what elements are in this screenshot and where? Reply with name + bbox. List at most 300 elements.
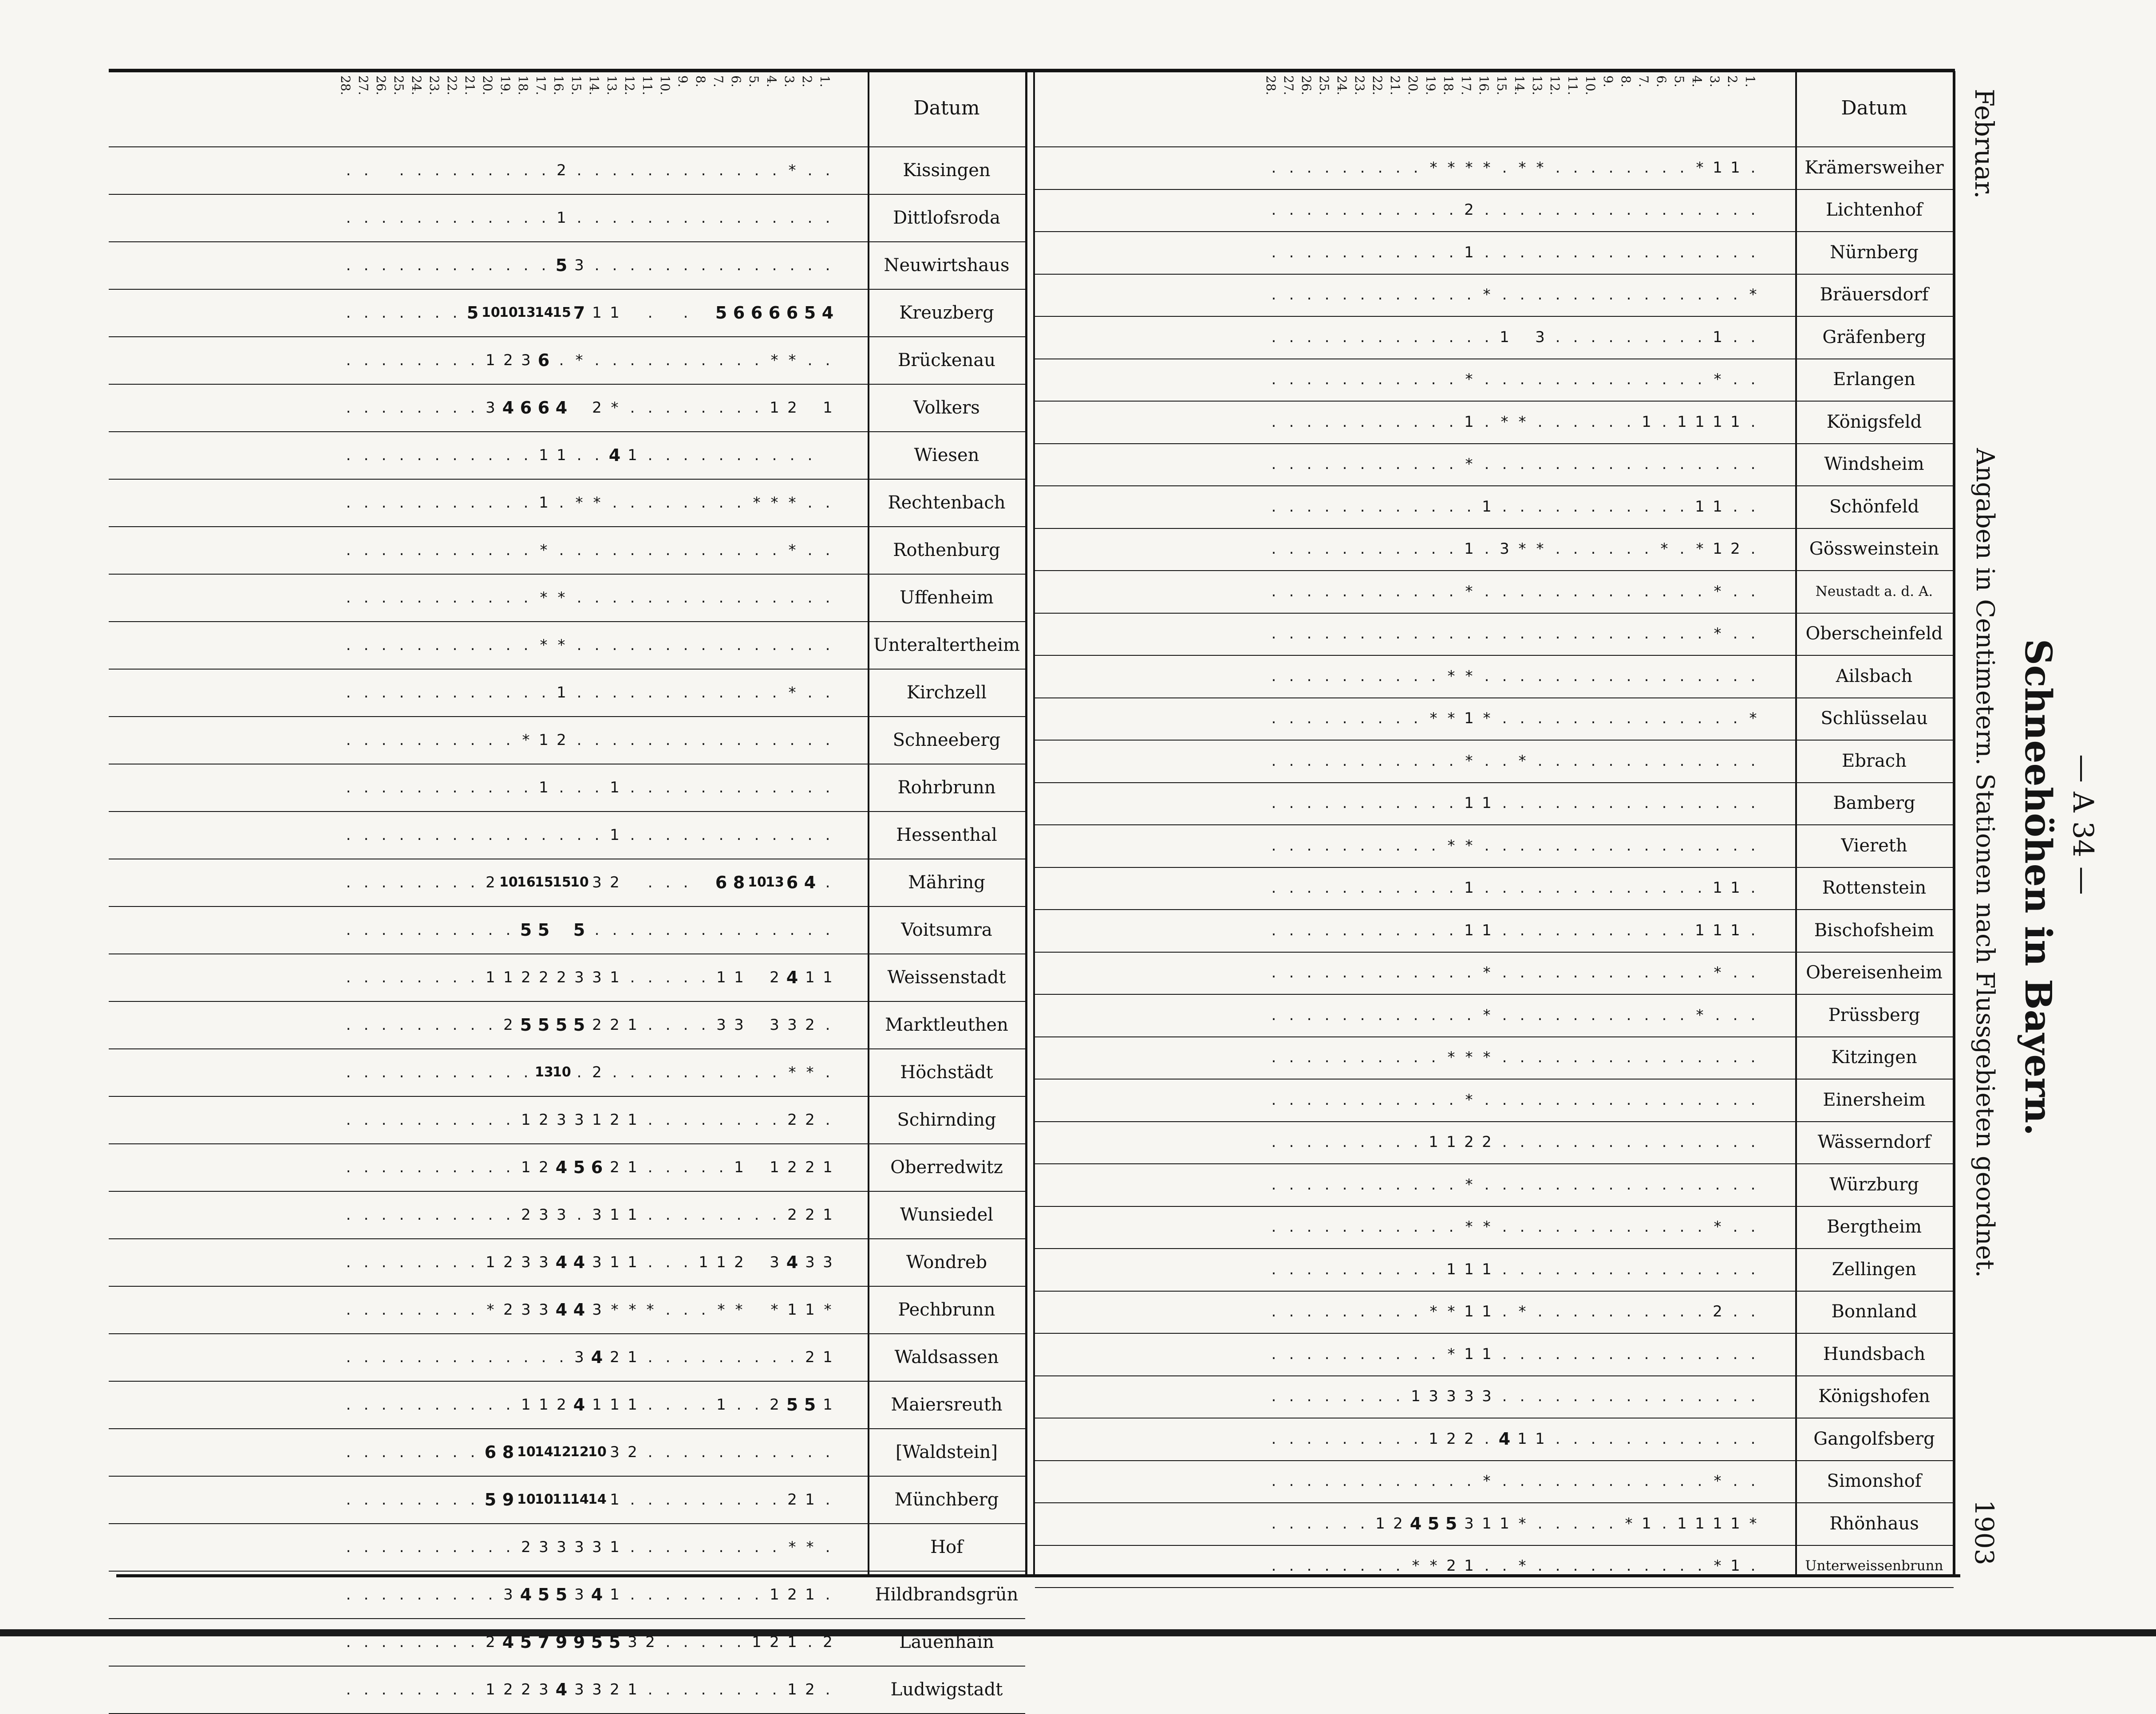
value-cell: 1	[628, 1158, 637, 1176]
day-header-label: 18.	[1441, 75, 1456, 95]
value-cell: *	[1518, 413, 1526, 431]
value-cell: .	[1591, 667, 1596, 685]
value-cell: 9	[555, 1632, 568, 1652]
value-cell: .	[1378, 709, 1383, 728]
value-cell: .	[1484, 1557, 1489, 1575]
value-cell: .	[346, 351, 351, 369]
value-cell: 1	[628, 446, 637, 464]
value-cell: .	[1395, 836, 1401, 855]
value-cell: .	[825, 351, 830, 369]
value-cell: .	[719, 1206, 724, 1224]
value-cell: .	[363, 1158, 369, 1176]
value-cell: .	[1750, 1472, 1756, 1490]
value-cell: .	[1413, 836, 1418, 855]
value-cell: .	[381, 683, 387, 701]
value-cell: .	[683, 873, 688, 891]
value-cell: .	[1449, 286, 1454, 304]
value-cell: .	[346, 493, 351, 512]
value-cell: 14	[588, 1492, 607, 1507]
value-cell: .	[1360, 413, 1365, 431]
value-cell: .	[1342, 286, 1347, 304]
value-cell: .	[648, 1585, 653, 1604]
value-cell: .	[1537, 709, 1543, 728]
value-cell: .	[1413, 1091, 1418, 1109]
value-cell: *	[1518, 1557, 1526, 1575]
value-cell: .	[1608, 794, 1614, 812]
value-cell: .	[381, 209, 387, 227]
value-cell: .	[1324, 1091, 1330, 1109]
value-cell: 9	[502, 1489, 514, 1509]
value-cell: .	[1342, 455, 1347, 473]
value-cell: .	[434, 683, 440, 701]
value-cell: .	[1271, 582, 1276, 600]
table-row	[340, 1333, 837, 1381]
value-cell: *	[1518, 540, 1526, 558]
value-cell: .	[772, 636, 777, 654]
value-cell: .	[470, 351, 475, 369]
day-header-label: 25.	[1317, 75, 1331, 95]
value-cell: .	[1289, 1006, 1294, 1024]
value-cell: .	[1608, 1430, 1614, 1448]
station-name: Schneeberg	[892, 729, 1001, 750]
value-cell: 1	[716, 968, 726, 986]
value-cell: 4	[786, 1252, 798, 1272]
value-cell: .	[1555, 1260, 1560, 1278]
value-cell: .	[665, 588, 671, 607]
value-cell: .	[736, 683, 742, 701]
value-cell: .	[790, 446, 795, 464]
value-cell: .	[1626, 1557, 1631, 1575]
value-cell: .	[1679, 243, 1685, 261]
value-cell: .	[1608, 1260, 1614, 1278]
value-cell: .	[1449, 921, 1454, 939]
value-cell: .	[577, 826, 582, 844]
value-cell: .	[1573, 1133, 1578, 1151]
value-cell: .	[1662, 1218, 1667, 1236]
value-cell: .	[754, 588, 759, 607]
value-cell: .	[665, 968, 671, 986]
value-cell: .	[772, 541, 777, 559]
value-cell: .	[470, 398, 475, 417]
value-cell: 1	[823, 1348, 833, 1366]
value-cell: .	[523, 446, 529, 464]
value-cell: .	[1644, 1048, 1649, 1067]
value-cell: .	[719, 1348, 724, 1366]
value-cell: .	[1307, 243, 1312, 261]
value-cell: .	[1413, 158, 1418, 177]
value-cell: 3	[770, 1253, 779, 1271]
value-cell: .	[665, 1016, 671, 1034]
value-cell: 1	[770, 1585, 779, 1604]
value-cell: .	[1555, 794, 1560, 812]
value-cell: .	[1307, 964, 1312, 982]
value-cell: .	[1750, 879, 1756, 897]
value-cell: 2	[787, 1206, 797, 1224]
value-cell: .	[772, 731, 777, 749]
day-header	[393, 75, 411, 138]
value-cell: .	[346, 1063, 351, 1081]
value-cell: .	[1431, 540, 1436, 558]
value-cell: .	[1502, 1133, 1507, 1151]
day-header-label: 26.	[374, 75, 388, 95]
value-cell: .	[1307, 879, 1312, 897]
value-cell: *	[557, 636, 565, 654]
day-header	[1460, 75, 1478, 138]
value-cell: .	[346, 1158, 351, 1176]
row-rule	[1035, 1545, 1954, 1546]
value-cell: .	[754, 209, 759, 227]
value-cell: 1	[1464, 1260, 1474, 1278]
value-cell: .	[1573, 625, 1578, 643]
value-cell: .	[1573, 286, 1578, 304]
value-cell: .	[541, 256, 546, 274]
value-cell: .	[1449, 1006, 1454, 1024]
value-cell: .	[470, 826, 475, 844]
value-cell: .	[683, 1633, 688, 1651]
value-cell: .	[434, 1158, 440, 1176]
value-cell: .	[665, 1538, 671, 1556]
value-cell: 3	[539, 1253, 549, 1271]
value-cell: 4	[1410, 1513, 1422, 1533]
day-header-label: 28.	[338, 75, 353, 95]
day-header-label: 15.	[1494, 75, 1509, 95]
value-cell: *	[1518, 1514, 1526, 1533]
value-cell: 1	[1375, 1514, 1385, 1533]
value-cell: .	[665, 161, 671, 179]
value-cell: 1	[1713, 413, 1722, 431]
value-cell: .	[736, 1538, 742, 1556]
value-cell: .	[1679, 625, 1685, 643]
row-rule	[1035, 485, 1954, 486]
row-rule	[109, 621, 1025, 622]
table-row	[340, 479, 837, 526]
value-cell: .	[807, 256, 813, 274]
value-cell: .	[1644, 328, 1649, 346]
value-cell: .	[1342, 582, 1347, 600]
value-cell: 2	[805, 1348, 815, 1366]
value-cell: 2	[610, 1111, 620, 1129]
value-cell: .	[1395, 413, 1401, 431]
value-cell: .	[452, 1395, 458, 1414]
value-cell: .	[1484, 201, 1489, 219]
value-cell: .	[523, 636, 529, 654]
value-cell: .	[807, 493, 813, 512]
value-cell: *	[1714, 625, 1722, 643]
value-cell: .	[630, 1490, 635, 1509]
value-cell: 2	[486, 1633, 495, 1651]
value-cell: .	[559, 778, 564, 796]
value-cell: .	[1342, 836, 1347, 855]
value-cell: 5	[608, 1632, 621, 1652]
value-cell: .	[683, 683, 688, 701]
value-cell: .	[488, 446, 493, 464]
value-cell: .	[1449, 582, 1454, 600]
table-row	[340, 1286, 837, 1333]
value-cell: .	[1360, 1048, 1365, 1067]
value-cell: .	[381, 1300, 387, 1319]
value-cell: .	[1573, 1514, 1578, 1533]
value-cell: .	[1395, 625, 1401, 643]
day-header	[1673, 75, 1691, 138]
value-cell: .	[665, 209, 671, 227]
station-name: Waldsassen	[894, 1347, 999, 1367]
value-cell: .	[1431, 286, 1436, 304]
row-rule	[1035, 528, 1954, 529]
value-cell: .	[1608, 625, 1614, 643]
value-cell: .	[1520, 497, 1525, 516]
value-cell: .	[1271, 1133, 1276, 1151]
value-cell: .	[577, 636, 582, 654]
value-cell: .	[1626, 879, 1631, 897]
value-cell: .	[1378, 964, 1383, 982]
value-cell: .	[1502, 1557, 1507, 1575]
value-cell: .	[701, 683, 706, 701]
table-row	[1265, 1121, 1762, 1164]
value-cell: *	[593, 493, 601, 512]
value-cell: .	[1608, 1303, 1614, 1321]
day-header	[1655, 75, 1673, 138]
value-cell: .	[470, 588, 475, 607]
value-cell: 1	[557, 209, 566, 227]
value-cell: .	[630, 588, 635, 607]
value-cell: .	[1644, 1175, 1649, 1194]
value-cell: .	[1502, 752, 1507, 770]
value-cell: *	[540, 636, 548, 654]
value-cell: 1	[486, 1680, 495, 1698]
value-cell: .	[736, 1111, 742, 1129]
value-cell: .	[772, 446, 777, 464]
value-cell: .	[1395, 1133, 1401, 1151]
value-cell: .	[1626, 1133, 1631, 1151]
value-cell: *	[788, 683, 796, 701]
value-cell: .	[1608, 1345, 1614, 1363]
value-cell: .	[1342, 921, 1347, 939]
value-cell: .	[736, 636, 742, 654]
value-cell: 1	[1713, 540, 1722, 558]
value-cell: .	[807, 161, 813, 179]
value-cell: 3	[574, 968, 584, 986]
value-cell: .	[1431, 1048, 1436, 1067]
value-cell: 1	[592, 1395, 602, 1414]
value-cell: .	[1608, 1514, 1614, 1533]
value-cell: .	[1555, 201, 1560, 219]
value-cell: .	[1378, 1557, 1383, 1575]
value-cell: .	[1697, 752, 1702, 770]
value-cell: .	[1697, 201, 1702, 219]
value-cell: .	[594, 161, 600, 179]
value-cell: .	[417, 1680, 422, 1698]
day-header	[1496, 75, 1513, 138]
value-cell: .	[825, 1680, 830, 1698]
row-rule	[109, 811, 1025, 812]
value-cell: .	[1537, 413, 1543, 431]
value-cell: .	[417, 351, 422, 369]
value-cell: .	[452, 1585, 458, 1604]
value-cell: *	[540, 588, 548, 607]
value-cell: .	[1679, 794, 1685, 812]
day-header-label: 28.	[1264, 75, 1278, 95]
value-cell: .	[1378, 158, 1383, 177]
value-cell: .	[1324, 836, 1330, 855]
value-cell: .	[1697, 1557, 1702, 1575]
value-cell: 3	[592, 1206, 602, 1224]
value-cell: .	[505, 778, 511, 796]
day-header-label: 26.	[1299, 75, 1314, 95]
station-name: Oberscheinfeld	[1805, 623, 1943, 644]
value-cell: .	[577, 1206, 582, 1224]
value-cell: .	[363, 731, 369, 749]
value-cell: .	[505, 683, 511, 701]
value-cell: .	[1573, 1091, 1578, 1109]
value-cell: 1	[787, 1300, 797, 1319]
value-cell: .	[434, 636, 440, 654]
day-header-label: 15.	[569, 75, 584, 95]
value-cell: 2	[503, 1300, 513, 1319]
value-cell: .	[790, 1348, 795, 1366]
value-cell: .	[1662, 158, 1667, 177]
value-cell: .	[1324, 667, 1330, 685]
value-cell: .	[807, 541, 813, 559]
value-cell: .	[1271, 709, 1276, 728]
value-cell: .	[1591, 625, 1596, 643]
value-cell: .	[683, 636, 688, 654]
value-cell: .	[665, 541, 671, 559]
station-name: Hessenthal	[896, 824, 997, 845]
value-cell: .	[381, 826, 387, 844]
value-cell: .	[1626, 158, 1631, 177]
row-rule	[109, 1143, 1025, 1144]
value-cell: .	[1733, 1303, 1738, 1321]
row-rule	[109, 336, 1025, 337]
day-header	[624, 75, 641, 138]
station-name: Ailsbach	[1836, 666, 1913, 686]
value-cell: .	[683, 778, 688, 796]
value-cell: .	[1537, 1260, 1543, 1278]
station-name: Münchberg	[894, 1489, 999, 1510]
value-cell: .	[612, 683, 617, 701]
value-cell: .	[346, 161, 351, 179]
value-cell: .	[772, 161, 777, 179]
value-cell: 1	[716, 1395, 726, 1414]
value-cell: .	[736, 778, 742, 796]
value-cell: 1	[1713, 921, 1722, 939]
value-cell: .	[346, 636, 351, 654]
value-cell: 3	[503, 1585, 513, 1604]
value-cell: .	[452, 256, 458, 274]
table-row	[1265, 697, 1762, 740]
value-cell: .	[701, 588, 706, 607]
value-cell: .	[470, 636, 475, 654]
value-cell: .	[1537, 921, 1543, 939]
value-cell: .	[417, 1253, 422, 1271]
table-row	[340, 336, 837, 384]
value-cell: .	[754, 256, 759, 274]
value-cell: .	[1679, 286, 1685, 304]
value-cell: .	[1431, 1091, 1436, 1109]
value-cell: 1	[1482, 794, 1492, 812]
value-cell: .	[1662, 921, 1667, 939]
value-cell: .	[417, 683, 422, 701]
value-cell: .	[523, 209, 529, 227]
value-cell: .	[701, 1206, 706, 1224]
value-cell: 1	[610, 1395, 620, 1414]
row-rule	[109, 1096, 1025, 1097]
value-cell: .	[1573, 370, 1578, 389]
value-cell: .	[1750, 625, 1756, 643]
value-cell: .	[1662, 964, 1667, 982]
value-cell: .	[1342, 964, 1347, 982]
value-cell: .	[363, 1443, 369, 1461]
value-cell: 2	[770, 1395, 779, 1414]
value-cell: .	[1662, 794, 1667, 812]
value-cell: .	[505, 209, 511, 227]
value-cell: .	[381, 1016, 387, 1034]
value-cell: .	[1342, 497, 1347, 516]
value-cell: .	[701, 1585, 706, 1604]
value-cell: .	[754, 1443, 759, 1461]
value-cell: *	[806, 1538, 814, 1556]
value-cell: .	[665, 1206, 671, 1224]
value-cell: .	[1466, 964, 1472, 982]
value-cell: *	[1483, 1006, 1491, 1024]
value-cell: .	[683, 1300, 688, 1319]
value-cell: .	[1271, 1514, 1276, 1533]
value-cell: .	[1520, 836, 1525, 855]
table-row	[340, 1001, 837, 1048]
value-cell: .	[612, 731, 617, 749]
value-cell: .	[825, 493, 830, 512]
value-cell: .	[1271, 1472, 1276, 1490]
value-cell: .	[381, 541, 387, 559]
value-cell: *	[770, 351, 778, 369]
value-cell: .	[381, 1206, 387, 1224]
value-cell: .	[1307, 1430, 1312, 1448]
value-cell: .	[1307, 709, 1312, 728]
value-cell: .	[1537, 455, 1543, 473]
value-cell: .	[1360, 879, 1365, 897]
value-cell: 6	[786, 303, 798, 323]
value-cell: .	[1555, 243, 1560, 261]
value-cell: *	[1483, 1048, 1491, 1067]
value-cell: 5	[555, 1015, 568, 1035]
value-cell: .	[825, 161, 830, 179]
value-cell: .	[719, 398, 724, 417]
value-cell: .	[1644, 455, 1649, 473]
value-cell: .	[719, 1680, 724, 1698]
value-cell: .	[701, 778, 706, 796]
value-cell: .	[1555, 540, 1560, 558]
value-cell: 4	[573, 1252, 585, 1272]
station-name: Volkers	[913, 397, 980, 418]
value-cell: .	[1271, 286, 1276, 304]
value-cell: .	[1644, 1303, 1649, 1321]
value-cell: .	[1591, 752, 1596, 770]
value-cell: .	[1626, 836, 1631, 855]
value-cell: .	[1431, 413, 1436, 431]
value-cell: .	[1662, 201, 1667, 219]
value-cell: 3	[539, 1206, 549, 1224]
row-rule	[1035, 867, 1954, 868]
value-cell: 4	[573, 1300, 585, 1320]
value-cell: .	[1697, 625, 1702, 643]
value-cell: 1	[1464, 243, 1474, 261]
value-cell: .	[417, 1063, 422, 1081]
value-cell: .	[1289, 625, 1294, 643]
value-cell: .	[665, 826, 671, 844]
value-cell: .	[1644, 1387, 1649, 1406]
value-cell: .	[1360, 1218, 1365, 1236]
value-cell: 3	[610, 1443, 620, 1461]
